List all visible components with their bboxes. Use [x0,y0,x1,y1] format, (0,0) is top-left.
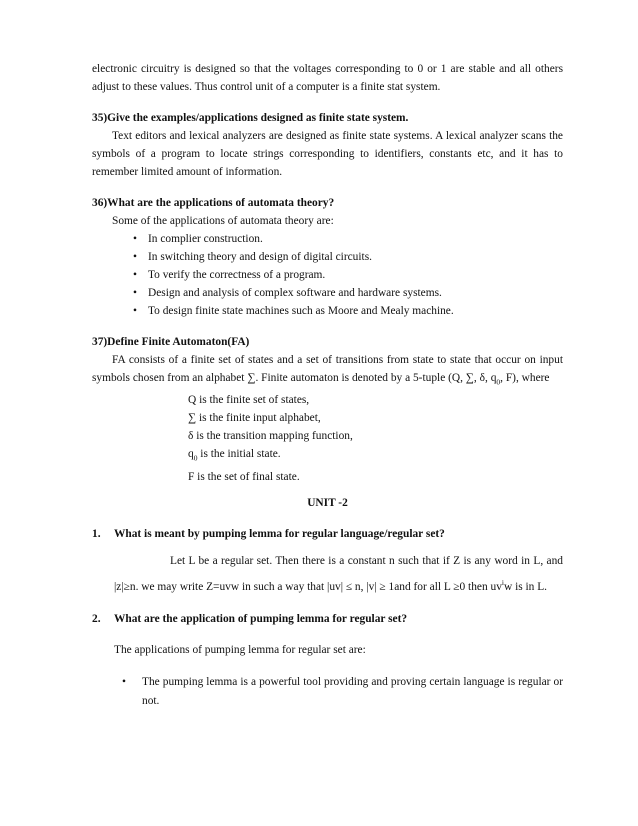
question-37-title: 37)Define Finite Automaton(FA) [92,336,250,348]
question-36-intro: Some of the applications of automata theory are: [112,215,334,227]
list-item: • Design and analysis of complex software and hardware systems. [92,284,563,302]
document-page [92,60,563,711]
bullet-icon: • [133,269,137,281]
bullet-icon: • [122,676,126,689]
bullet-icon: • [133,233,137,245]
unit-heading: UNIT -2 [307,496,348,509]
list-item: • In complier construction. [92,230,563,248]
question-37-answer: FA consists of a finite set of states and a set of transitions from state to state that occur on input symbols chosen from an alphabet ∑. Finite automaton is denoted by a 5-tuple (Q, ∑, δ, $q_0$, F), where [92,354,563,387]
list-item: • In switching theory and design of digital circuits. [92,248,563,266]
intro-paragraph: electronic circuitry is designed so that the voltages corresponding to 0 or 1 are stable and all others adjust to these values. Thus control unit of a computer is a finite stat system. [92,63,563,93]
definition-line: ∑ is the finite input alphabet, [188,412,321,425]
list-item: • To verify the correctness of a program. [92,266,563,284]
question-36-title: 36)What are the applications of automata theory? [92,197,335,209]
definition-line: δ is the transition mapping function, [188,430,353,443]
question-37-definitions [92,391,563,485]
definition-line: F is the set of final state. [188,470,300,483]
unit2-question-2-intro: The applications of pumping lemma for regular set are: [114,644,366,657]
question-35-answer: Text editors and lexical analyzers are designed as finite state systems. A lexical analyzer scans the symbols of a program to locate strings corresponding to identifiers, constants etc, and it has to remember limited amount of information. [92,130,563,178]
unit2-question-1-answer: Let L be a regular set. Then there is a constant n such that if Z is any word in L, and |z|≥n. we may write Z=uvw in such a way that |uv| ≤ n, |v| ≥ 1and for all L ≥0 then $uv^iw$ is in L. [114,554,563,593]
definition-line: $q_0$ is the initial state. [188,448,281,463]
list-item: • To design finite state machines such as Moore and Mealy machine. [92,302,563,320]
bullet-icon: • [133,305,137,317]
question-35-title: 35)Give the examples/applications designed as finite state system. [92,112,409,124]
unit2-question-2-title: 2. What are the application of pumping lemma for regular set? [92,613,408,626]
definition-line: Q is the finite set of states, [188,394,310,407]
question-36-list [92,230,563,320]
bullet-icon: • [133,251,137,263]
unit2-question-2-list [114,673,563,711]
unit2-question-1-title: 1. What is meant by pumping lemma for regular language/regular set? [92,527,445,540]
list-item: • The pumping lemma is a powerful tool providing and proving certain language is regular or not. [114,673,563,711]
unit2-question-2-body [92,640,563,711]
unit2-question-1-body [92,551,563,598]
bullet-icon: • [133,287,137,299]
